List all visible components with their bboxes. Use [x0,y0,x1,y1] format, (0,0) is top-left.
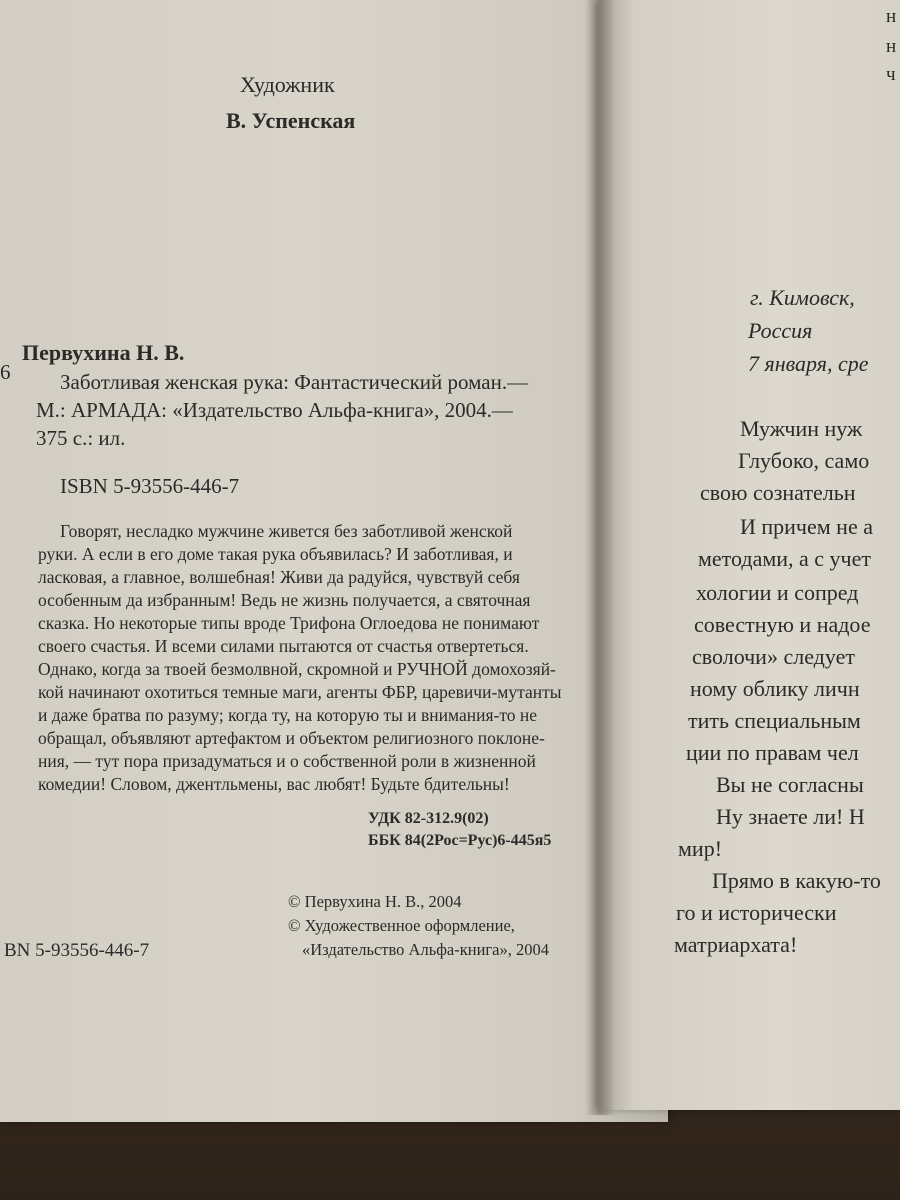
bbk-code: ББК 84(2Рос=Рус)6-445я5 [368,832,552,849]
text-line: И причем не а [740,514,873,539]
annotation-line: руки. А если в его доме такая рука объявилась? И заботливая, и [38,544,513,564]
text-line: хологии и сопред [696,580,859,605]
bib-line: 375 с.: ил. [36,426,126,450]
text-line: тить специальным [688,708,861,733]
isbn-bottom: BN 5-93556-446-7 [4,940,150,961]
text-line: ному облику личн [690,676,860,701]
place-line: Россия [748,318,813,343]
text-line: мир! [678,836,723,861]
bib-line: М.: АРМАДА: «Издательство Альфа-книга», 2004.— [36,398,513,422]
annotation-line: комедии! Словом, джентльмены, вас любят! Будьте бдительны! [38,774,510,794]
text-line: матриархата! [674,932,798,957]
page-number-edge: 6 [0,360,11,384]
text-line: Мужчин нуж [740,416,863,441]
place-line: 7 января, сре [748,351,869,376]
annotation-line: сказка. Но некоторые типы вроде Трифона Оглоедова не понимают [38,613,540,633]
book-gutter [585,0,615,1115]
text-line: методами, а с учет [698,546,872,571]
annotation-line: Говорят, несладко мужчине живется без заботливой женской [60,521,513,541]
annotation-line: ласковая, а главное, волшебная! Живи да радуйся, чувствуй себя [38,567,520,587]
annotation-line: Однако, когда за твоей безмолвной, скромной и РУЧНОЙ домохозяй- [38,659,556,679]
annotation-line: кой начинают охотиться темные маги, агенты ФБР, царевичи-мутанты [38,682,562,702]
author-name: Первухина Н. В. [22,340,185,365]
text-line: Ну знаете ли! Н [716,804,865,829]
place-line: г. Кимовск, [750,285,855,310]
text-line: ции по правам чел [686,740,859,765]
annotation-line: ния, — тут пора призадуматься и о собственной роли в жизненной [38,751,536,771]
udk-code: УДК 82-312.9(02) [368,810,489,827]
text-line: свою сознательн [700,480,856,505]
text-line: го и исторически [676,900,837,925]
annotation-line: и даже братва по разуму; когда ту, на которую ты и внимания-то не [38,705,538,725]
text-line: Прямо в какую-то [712,868,881,893]
right-top-fragment: н [886,36,897,57]
copyright-line: «Издательство Альфа-книга», 2004 [302,940,550,959]
text-line: сволочи» следует [692,644,855,669]
text-line: Вы не согласны [716,772,864,797]
artist-label: Художник [240,72,335,97]
annotation-line: обращал, объявляют артефактом и объектом религиозного поклоне- [38,728,545,748]
annotation-line: особенным да избранным! Ведь не жизнь получается, а святочная [38,590,531,610]
right-top-fragment: ч [886,64,896,85]
isbn: ISBN 5-93556-446-7 [60,474,240,498]
copyright-line: © Художественное оформление, [288,916,515,935]
right-top-fragment: н [886,6,897,27]
annotation-line: своего счастья. И всеми силами пытаются от счастья отвертеться. [38,636,529,656]
bib-line: Заботливая женская рука: Фантастический роман.— [60,370,529,394]
text-line: Глубоко, само [738,448,870,473]
artist-name: В. Успенская [226,108,356,133]
copyright-line: © Первухина Н. В., 2004 [288,892,462,911]
text-line: совестную и надое [694,612,871,637]
